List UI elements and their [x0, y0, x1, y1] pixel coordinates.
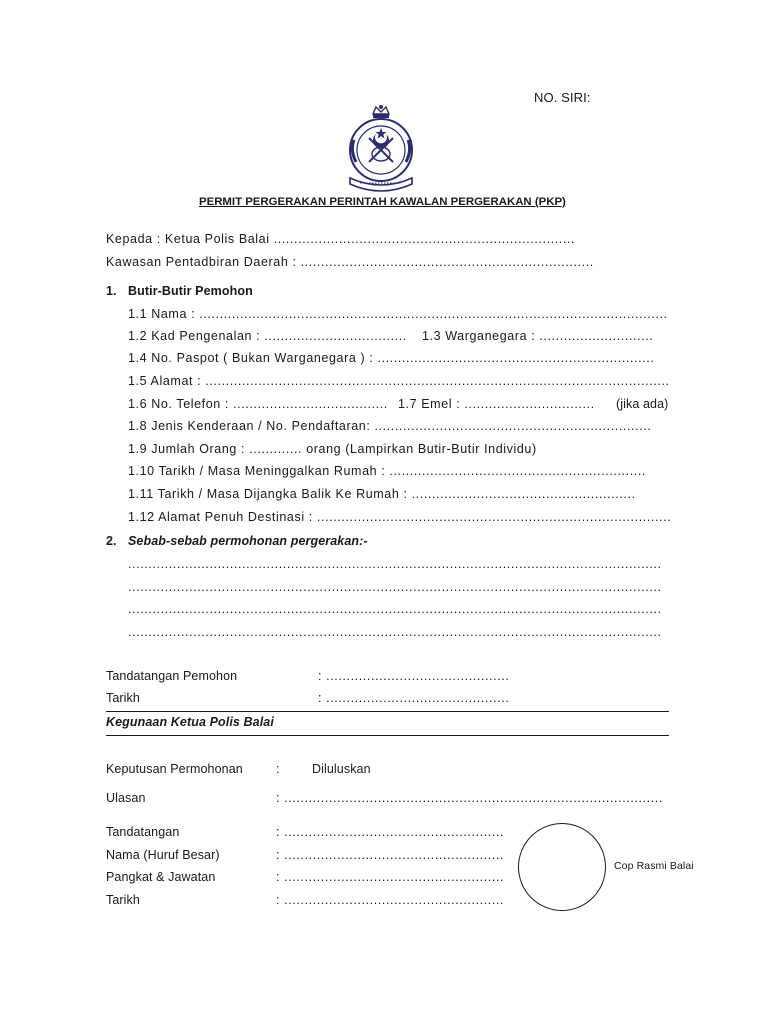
officer-date-field: : ...................................................... [276, 893, 505, 907]
officer-signature-field: : ...................................................... [276, 825, 505, 839]
police-crest-icon [336, 104, 426, 196]
serial-number-label: NO. SIRI: [534, 90, 591, 105]
field-passport: 1.4 No. Paspot ( Bukan Warganegara ) : .................................................................... [128, 351, 655, 365]
applicant-signature-field: : ............................................. [318, 669, 510, 683]
field-departure-time: 1.10 Tarikh / Masa Meninggalkan Rumah : ............................................................... [128, 464, 646, 478]
reason-line: ................................................................................................................................... [128, 557, 662, 571]
remarks-label: Ulasan [106, 791, 146, 805]
decision-label: Keputusan Permohonan [106, 762, 243, 776]
section-1-number: 1. [106, 284, 117, 298]
office-use-heading: Kegunaan Ketua Polis Balai [106, 715, 274, 729]
section-2-number: 2. [106, 534, 117, 548]
field-email-note: (jika ada) [616, 397, 669, 411]
applicant-date-label: Tarikh [106, 691, 140, 705]
reason-line: ................................................................................................................................... [128, 580, 662, 594]
permit-title: PERMIT PERGERAKAN PERINTAH KAWALAN PERGERAKAN (PKP) [199, 196, 566, 208]
officer-date-label: Tarikh [106, 893, 140, 907]
to-police-chief-field: Kepada : Ketua Polis Balai .......................................................................... [106, 232, 576, 246]
official-stamp-circle [518, 823, 606, 911]
section-divider-bottom [106, 735, 669, 736]
section-1-heading: Butir-Butir Pemohon [128, 284, 253, 298]
decision-value: Diluluskan [312, 762, 371, 776]
field-vehicle: 1.8 Jenis Kenderaan / No. Pendaftaran: .................................................................... [128, 419, 652, 433]
officer-name-field: : ...................................................... [276, 848, 505, 862]
officer-signature-label: Tandatangan [106, 825, 180, 839]
field-email: 1.7 Emel : ................................ [398, 397, 595, 411]
decision-colon: : [276, 762, 280, 776]
field-destination: 1.12 Alamat Penuh Destinasi : ....................................................................................... [128, 510, 672, 524]
officer-rank-field: : ...................................................... [276, 870, 505, 884]
officer-name-label: Nama (Huruf Besar) [106, 848, 220, 862]
district-field: Kawasan Pentadbiran Daerah : ........................................................................ [106, 255, 594, 269]
reason-line: ................................................................................................................................... [128, 602, 662, 616]
official-stamp-label: Cop Rasmi Balai [614, 860, 694, 872]
field-citizenship: 1.3 Warganegara : ............................ [422, 329, 654, 343]
section-2-heading: Sebab-sebab permohonan pergerakan:- [128, 534, 368, 548]
field-people-count: 1.9 Jumlah Orang : ............. orang (Lampirkan Butir-Butir Individu) [128, 442, 537, 456]
remarks-field: : ............................................................................................. [276, 791, 663, 805]
field-return-time: 1.11 Tarikh / Masa Dijangka Balik Ke Rumah : ....................................................... [128, 487, 636, 501]
field-name: 1.1 Nama : ................................................................................................................... [128, 307, 668, 321]
field-ic-number: 1.2 Kad Pengenalan : ................................... [128, 329, 407, 343]
field-address: 1.5 Alamat : .................................................................................................................. [128, 374, 670, 388]
applicant-signature-label: Tandatangan Pemohon [106, 669, 238, 683]
section-divider-top [106, 711, 669, 712]
officer-rank-label: Pangkat & Jawatan [106, 870, 216, 884]
reason-line: ................................................................................................................................... [128, 625, 662, 639]
field-phone: 1.6 No. Telefon : ...................................... [128, 397, 388, 411]
applicant-date-field: : ............................................. [318, 691, 510, 705]
